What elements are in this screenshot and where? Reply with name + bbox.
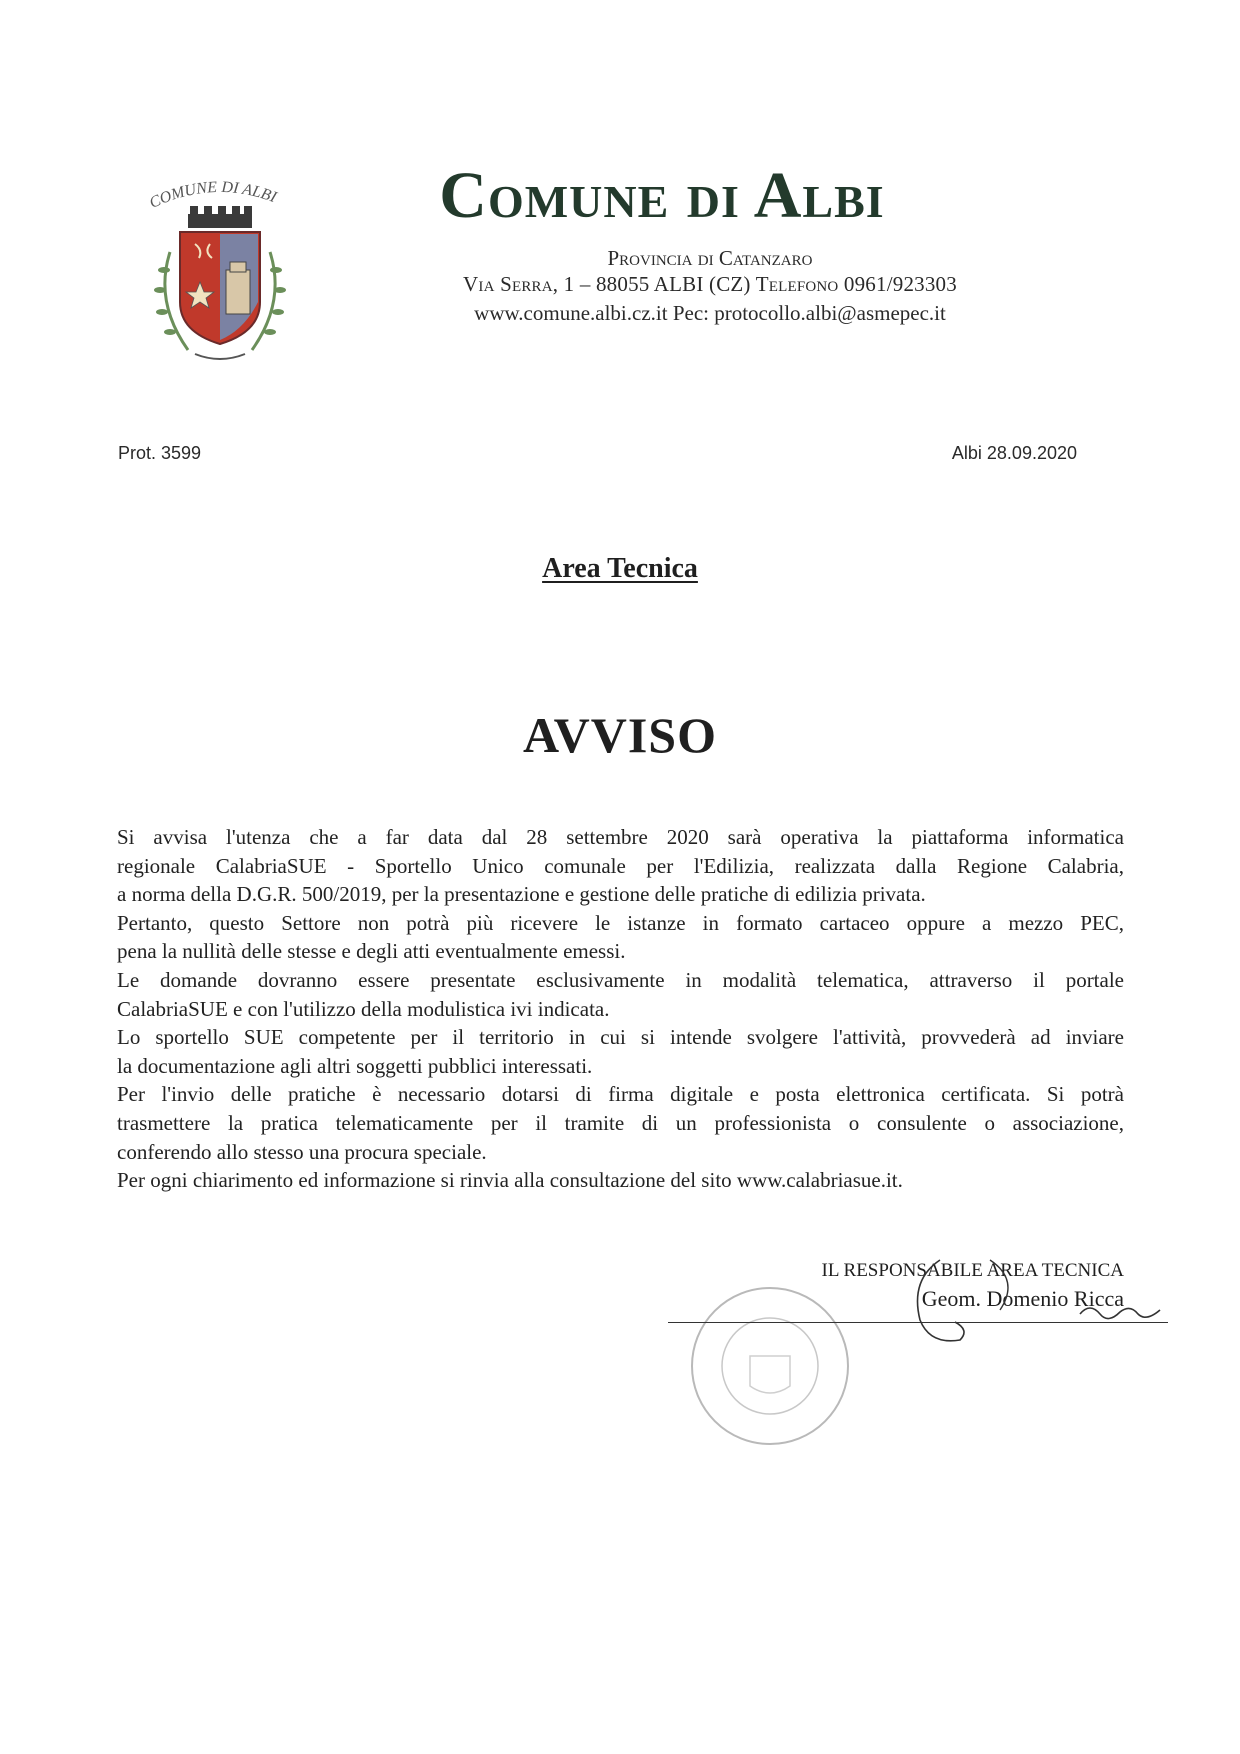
province-line: Provincia di Catanzaro (607, 246, 813, 270)
body-line: Per ogni chiarimento ed informazione si rinvia alla consultazione del sito www.calabriasue.it. (117, 1168, 903, 1193)
document-date: Albi 28.09.2020 (951, 443, 1077, 463)
body-line: Si avvisa l'utenza che a far data dal 28 settembre 2020 sarà operativa la piattaforma informatica (117, 825, 1124, 849)
body-line: Per l'invio delle pratiche è necessario dotarsi di firma digitale e posta elettronica certificata. Si potrà (117, 1082, 1124, 1107)
protocol-number: Prot. 3599 (118, 443, 202, 463)
notice-body (117, 823, 1124, 1195)
body-line: Le domande dovranno essere presentate esclusivamente in modalità telematica, attraverso il portale (117, 967, 1124, 992)
stamp-icon (680, 1276, 860, 1456)
municipality-title: Comune di Albi (439, 159, 885, 232)
body-line: a norma della D.G.R. 500/2019, per la presentazione e gestione delle pratiche di edilizia privata. (117, 882, 926, 907)
emblem-label (140, 178, 300, 218)
body-line: Lo sportello SUE competente per il territorio in cui si intende svolgere l'attività, provvederà ad inviare (117, 1025, 1124, 1050)
svg-text:COMUNE DI ALBI: COMUNE DI ALBI (146, 178, 279, 212)
web-pec-line: www.comune.albi.cz.it Pec: protocollo.albi@asmepec.it (474, 301, 946, 325)
address-line: Via Serra, 1 – 88055 ALBI (CZ) Telefono 0961/923303 (463, 272, 957, 296)
signatory-name: Geom. Domenio Ricca (921, 1286, 1124, 1311)
body-line: la documentazione agli altri soggetti pubblici interessati. (117, 1053, 593, 1078)
department-heading: Area Tecnica (542, 553, 698, 584)
notice-heading: AVVISO (522, 707, 718, 763)
body-line: regionale CalabriaSUE - Sportello Unico comunale per l'Edilizia, realizzata dalla Regione Calabria, (117, 853, 1124, 878)
body-line: conferendo allo stesso una procura speciale. (117, 1139, 487, 1164)
body-line: Pertanto, questo Settore non potrà più ricevere le istanze in formato cartaceo oppure a mezzo PEC, (117, 910, 1124, 935)
signatory-title: IL RESPONSABILE AREA TECNICA (821, 1260, 1124, 1281)
body-line: trasmettere la pratica telematicamente per il tramite di un professionista o consulente o associazione, (117, 1110, 1124, 1135)
body-line: pena la nullità delle stesse e degli atti eventualmente emessi. (117, 939, 626, 964)
body-line: CalabriaSUE e con l'utilizzo della modulistica ivi indicata. (117, 996, 610, 1021)
signature-icon (880, 1240, 1180, 1360)
